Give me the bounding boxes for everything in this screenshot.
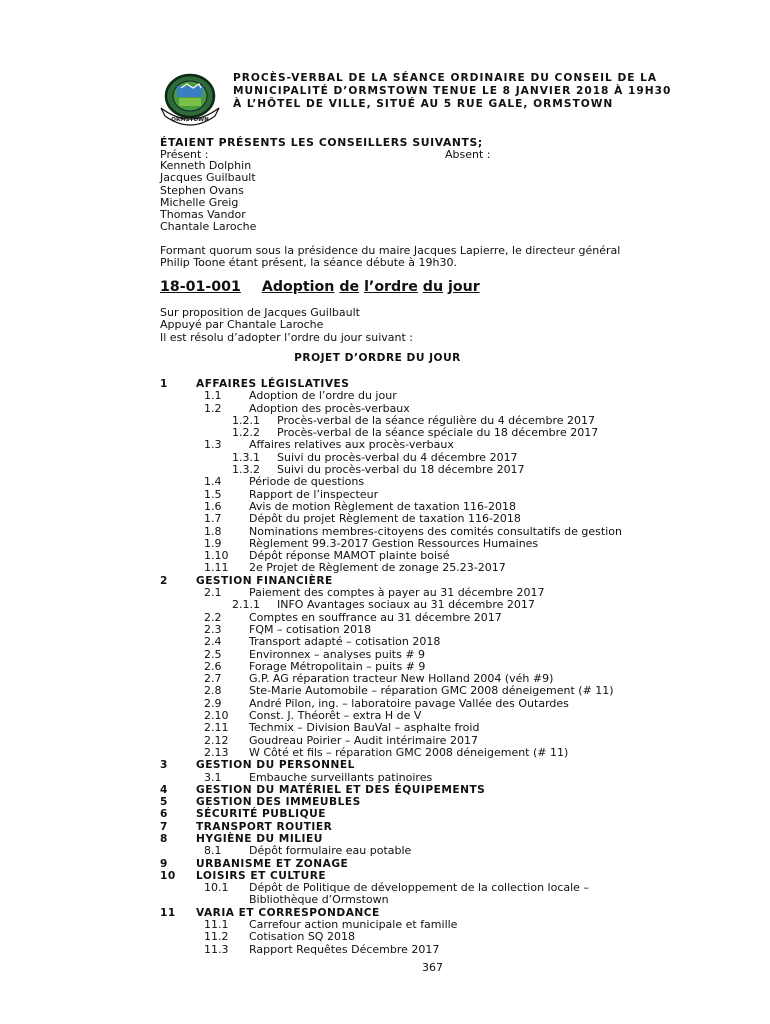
header-line: PROCÈS-VERBAL DE LA SÉANCE ORDINAIRE DU CONSEIL DE LA (233, 72, 658, 84)
motion-line: Il est résolu d’adopter l’ordre du jour suivant : (160, 330, 414, 344)
motion-line: Appuyé par Chantale Laroche (160, 318, 324, 332)
member-name: Michelle Greig (160, 195, 239, 209)
quorum-line: Philip Toone étant présent, la séance débute à 19h30. (160, 256, 458, 270)
agenda-item-number: 1.2 (204, 401, 222, 415)
agenda-item (160, 526, 760, 538)
agenda-item-number: 2.5 (204, 647, 222, 661)
agenda-item-number: 1.11 (204, 561, 229, 575)
agenda-item-text: Suivi du procès-verbal du 18 décembre 2017 (277, 463, 525, 477)
minutes-header (233, 72, 708, 112)
agenda-item (160, 845, 760, 857)
agenda-item-number: 2.13 (204, 745, 229, 759)
agenda-item-number: 5 (160, 796, 168, 809)
agenda-section (160, 784, 760, 796)
agenda-item-text: INFO Avantages sociaux au 31 décembre 2017 (277, 598, 535, 612)
agenda-item-number: 11 (160, 906, 176, 919)
agenda-item-text: 2e Projet de Règlement de zonage 25.23-2017 (249, 561, 506, 575)
agenda-item-text: Rapport Requêtes Décembre 2017 (249, 942, 440, 956)
agenda-item-number: 2.4 (204, 635, 222, 649)
agenda-item-number: 11.1 (204, 918, 229, 932)
agenda-item-number: 6 (160, 808, 168, 821)
agenda-item-number: 8 (160, 832, 168, 845)
agenda-item (160, 894, 760, 906)
agenda-item-number: 3 (160, 759, 168, 772)
agenda-item-text: Règlement 99.3-2017 Gestion Ressources Humaines (249, 536, 539, 550)
agenda-item-number: 2.10 (204, 709, 229, 723)
resolution-title-word: l’ordre (364, 279, 418, 295)
resolution-title (160, 279, 480, 295)
agenda-item (160, 772, 760, 784)
agenda-item-number: 2.7 (204, 672, 222, 686)
ormstown-seal-icon (157, 72, 223, 126)
agenda-list (160, 378, 760, 956)
resolution-title-word: jour (448, 279, 480, 295)
agenda-item (160, 562, 760, 574)
agenda-item-text: SÉCURITÉ PUBLIQUE (196, 808, 326, 821)
agenda-section (160, 759, 760, 771)
motion-paragraph (160, 307, 413, 344)
agenda-item-text: Embauche surveillants patinoires (249, 770, 433, 784)
agenda-item-text: AFFAIRES LÉGISLATIVES (196, 378, 350, 390)
agenda-item-text: TRANSPORT ROUTIER (196, 820, 333, 833)
agenda-item-text: Environnex – analyses puits # 9 (249, 647, 426, 661)
agenda-item (160, 390, 760, 402)
agenda-section (160, 808, 760, 820)
agenda-item-text: Période de questions (249, 475, 365, 489)
resolution-title-word: du (422, 279, 444, 295)
agenda-item-text: Adoption des procès-verbaux (249, 401, 410, 415)
agenda-item-number: 2.6 (204, 659, 222, 673)
agenda-item-text: Rapport de l’inspecteur (249, 487, 379, 501)
agenda-item (160, 722, 760, 734)
member-name: Kenneth Dolphin (160, 159, 252, 172)
agenda-item-text: G.P. AG réparation tracteur New Holland 2004 (véh #9) (249, 672, 554, 686)
agenda-item-text: Dépôt de Politique de développement de la collection locale – (249, 881, 589, 895)
resolution-number: 18-01-001 (160, 279, 241, 295)
agenda-item-text: GESTION FINANCIÈRE (196, 574, 333, 587)
agenda-item-text: Cotisation SQ 2018 (249, 930, 355, 944)
agenda-item-text: Nominations membres-citoyens des comités consultatifs de gestion (249, 524, 622, 538)
agenda-item-text: Bibliothèque d’Ormstown (249, 893, 389, 907)
present-members-list (160, 160, 256, 234)
agenda-item-number: 1.5 (204, 487, 222, 501)
agenda-item-number: 1.8 (204, 524, 222, 538)
agenda-item-text: Procès-verbal de la séance régulière du 4 décembre 2017 (277, 413, 595, 427)
header-line: MUNICIPALITÉ D’ORMSTOWN TENUE LE 8 JANVIER 2018 À 19H30 (233, 85, 672, 98)
agenda-item-number: 1.3 (204, 438, 222, 452)
agenda-item (160, 747, 760, 759)
agenda-section (160, 821, 760, 833)
agenda-item-number: 2 (160, 574, 168, 587)
agenda-item-number: 9 (160, 857, 168, 870)
agenda-item-number: 1.7 (204, 512, 222, 526)
agenda-item-text: Forage Métropolitain – puits # 9 (249, 659, 426, 673)
resolution-title-word: Adoption (261, 279, 335, 295)
member-name: Chantale Laroche (160, 220, 257, 234)
absent-label: Absent : (445, 148, 491, 161)
agenda-item-text: FQM – cotisation 2018 (249, 622, 372, 636)
agenda-item-text: Carrefour action municipale et famille (249, 918, 458, 932)
agenda-item-number: 1.6 (204, 499, 222, 513)
agenda-item-number: 1.4 (204, 475, 222, 489)
agenda-item-number: 11.2 (204, 930, 229, 944)
agenda-item-text: Suivi du procès-verbal du 4 décembre 2017 (277, 450, 518, 464)
agenda-item-text: GESTION DES IMMEUBLES (196, 796, 361, 809)
present-label: Présent : (160, 148, 209, 161)
agenda-item (160, 636, 760, 648)
member-name: Jacques Guilbault (160, 171, 256, 185)
agenda-item-number: 1.2.1 (232, 413, 260, 427)
agenda-item (160, 439, 760, 451)
agenda-item-text: Paiement des comptes à payer au 31 décembre 2017 (249, 586, 545, 600)
agenda-item-text: Transport adapté – cotisation 2018 (249, 635, 441, 649)
agenda-item-text: Techmix – Division BauVal – asphalte froid (249, 721, 480, 735)
agenda-item (160, 476, 760, 488)
agenda-item-text: Dépôt réponse MAMOT plainte boisé (249, 549, 450, 563)
member-name: Stephen Ovans (160, 183, 244, 197)
agenda-item-number: 1.1 (204, 389, 222, 403)
agenda-item-text: Affaires relatives aux procès-verbaux (249, 438, 454, 452)
agenda-item-number: 2.9 (204, 696, 222, 710)
agenda-item-text: Const. J. Théorêt – extra H de V (249, 709, 422, 723)
agenda-item-number: 1.2.2 (232, 426, 260, 440)
agenda-item (160, 599, 760, 611)
motion-line: Sur proposition de Jacques Guilbault (160, 306, 360, 319)
agenda-item-text: Ste-Marie Automobile – réparation GMC 2008 déneigement (# 11) (249, 684, 614, 698)
agenda-item-number: 3.1 (204, 770, 222, 784)
agenda-item-number: 1.10 (204, 549, 229, 563)
agenda-item-number: 2.8 (204, 684, 222, 698)
agenda-item-text: LOISIRS ET CULTURE (196, 869, 327, 882)
agenda-item-text: GESTION DU PERSONNEL (196, 759, 355, 772)
header-line: À L’HÔTEL DE VILLE, SITUÉ AU 5 RUE GALE, ORMSTOWN (233, 98, 614, 111)
agenda-item-number: 2.2 (204, 610, 222, 624)
agenda-item-number: 1.9 (204, 536, 222, 550)
quorum-paragraph (160, 245, 620, 270)
page-number: 367 (422, 961, 443, 974)
agenda-item-number: 1.3.2 (232, 463, 260, 477)
agenda-section (160, 858, 760, 870)
agenda-item (160, 513, 760, 525)
agenda-item-number: 11.3 (204, 942, 229, 956)
agenda-item-number: 2.1 (204, 586, 222, 600)
agenda-item-number: 10.1 (204, 881, 229, 895)
agenda-title: PROJET D’ORDRE DU JOUR (294, 352, 461, 364)
agenda-item-number: 2.12 (204, 733, 229, 747)
agenda-item (160, 649, 760, 661)
agenda-item-text: URBANISME ET ZONAGE (196, 857, 349, 870)
agenda-item-text: Dépôt formulaire eau potable (249, 844, 412, 858)
agenda-item (160, 944, 760, 956)
agenda-item-text: Goudreau Poirier – Audit intérimaire 2017 (249, 733, 478, 747)
agenda-item-number: 2.11 (204, 721, 229, 735)
agenda-item-number: 10 (160, 869, 176, 882)
agenda-item-text: HYGIÈNE DU MILIEU (196, 832, 323, 845)
member-name: Thomas Vandor (160, 208, 246, 222)
agenda-item-number: 2.3 (204, 622, 222, 636)
agenda-item-text: Dépôt du projet Règlement de taxation 116-2018 (249, 512, 521, 526)
attendance-heading: ÉTAIENT PRÉSENTS LES CONSEILLERS SUIVANTS; (160, 136, 483, 149)
agenda-item-text: Comptes en souffrance au 31 décembre 2017 (249, 610, 502, 624)
seal-text: ORMSTOWN (171, 117, 209, 123)
agenda-item-text: W Côté et fils – réparation GMC 2008 déneigement (# 11) (249, 745, 569, 759)
agenda-section (160, 796, 760, 808)
agenda-item-number: 7 (160, 820, 168, 833)
agenda-item-text: Procès-verbal de la séance spéciale du 18 décembre 2017 (277, 426, 599, 440)
agenda-item-text: Adoption de l’ordre du jour (249, 389, 397, 403)
resolution-title-word: de (339, 279, 360, 295)
quorum-line: Formant quorum sous la présidence du maire Jacques Lapierre, le directeur général (160, 244, 621, 257)
agenda-item-number: 2.1.1 (232, 598, 260, 612)
agenda-item (160, 931, 760, 943)
agenda-item-number: 8.1 (204, 844, 222, 858)
agenda-item (160, 685, 760, 697)
agenda-item-text: Avis de motion Règlement de taxation 116-2018 (249, 499, 516, 513)
agenda-item-number: 4 (160, 783, 168, 796)
agenda-item-text: André Pilon, ing. – laboratoire pavage Vallée des Outardes (249, 696, 569, 710)
agenda-item-number: 1.3.1 (232, 450, 260, 464)
agenda-item-number: 1 (160, 378, 168, 390)
agenda-item-text: VARIA ET CORRESPONDANCE (196, 906, 380, 919)
agenda-item-text: GESTION DU MATÉRIEL ET DES ÉQUIPEMENTS (196, 783, 486, 796)
